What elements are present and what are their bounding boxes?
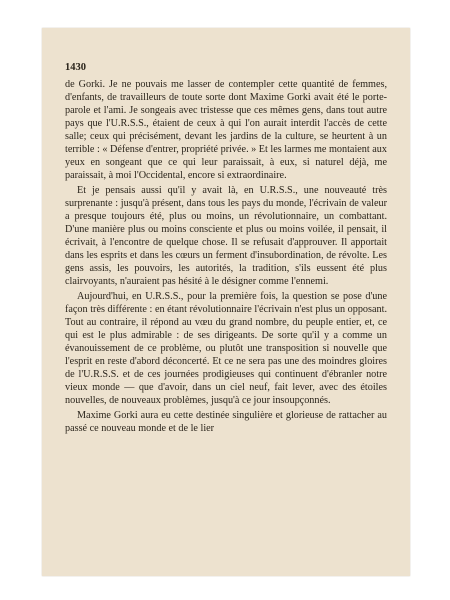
body-text [65,78,387,437]
paragraph-1: de Gorki. Je ne pouvais me lasser de contempler cette quantité de femmes, d'enfants, de travailleurs de toute sorte dont Maxime Gorki avait été le porte-parole et l'ami. Je songeais avec tristesse que ces mêmes gens, dans tout autre pays que l'U.R.S.S., étaient de ceux à qui l'on aurait interdit l'accès de cette salle; ceux qui précisément, devant les jardins de la culture, se heurtent à un terrible : « Défense d'entrer, propriété privée. » Et les larmes me montaient aux yeux en songeant que ce qui leur paraissait, à eux, si naturel déjà, me paraissait, à moi l'Occidental, encore si extraordinaire. [65,79,387,181]
paragraph-4: Maxime Gorki aura eu cette destinée singulière et glorieuse de rattacher au passé ce nouveau monde et de le lier [65,410,387,434]
paragraph-2: Et je pensais aussi qu'il y avait là, en U.R.S.S., une nouveauté très surprenante : jusqu'à présent, dans tous les pays du monde, l'écrivain de valeur a presque toujours été, plus ou moins, un révolutionnaire, un combattant. D'une manière plus ou moins consciente et plus ou moins voilée, il pensait, il écrivait, à l'encontre de quelque chose. Il se refusait d'approuver. Il apportait dans les esprits et dans les cœurs un ferment d'insubordination, de révolte. Les gens assis, les pouvoirs, les autorités, la tradition, s'ils eussent été plus clairvoyants, n'auraient pas hésité à le désigner comme l'ennemi. [65,185,387,287]
paragraph-3: Aujourd'hui, en U.R.S.S., pour la première fois, la question se pose d'une façon très différente : en étant révolutionnaire l'écrivain n'est plus un opposant. Tout au contraire, il répond au vœu du grand nombre, du peuple entier, et, ce qui est le plus admirable : de ses dirigeants. De sorte qu'il y a comme un évanouissement de ce problème, ou plutôt une transposition si nouvelle que l'esprit en reste d'abord déconcerté. Et ce ne sera pas une des moindres gloires de l'U.R.S.S. et de ces journées prodigieuses qui continuent d'ébranler notre vieux monde — que d'avoir, dans un ciel neuf, fait lever, avec des étoiles nouvelles, de nouveaux problèmes, jusqu'à ce jour insoupçonnés. [65,291,387,406]
document-page [42,28,410,576]
page-number: 1430 [65,62,86,73]
